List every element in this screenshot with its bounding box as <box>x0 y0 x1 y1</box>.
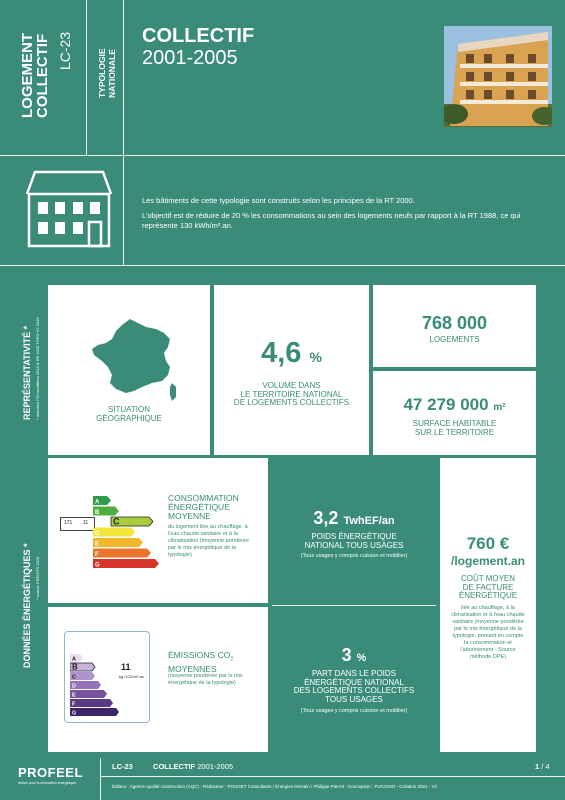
cout-unit: /logement.an <box>450 554 525 568</box>
representativite-label: REPRÉSENTATIVITÉ * <box>22 325 32 420</box>
ges-bar-g <box>70 708 119 717</box>
part-number: 3 <box>341 645 352 665</box>
dpe-energy-scale <box>93 496 173 572</box>
part-label-line4: TOUS USAGES <box>325 694 383 704</box>
volume-value <box>214 337 369 370</box>
volume-unit: % <box>309 349 322 365</box>
volume-label-line1: VOLUME DANS <box>262 381 321 390</box>
ges-value: 11 <box>121 662 131 672</box>
situation-panel <box>48 285 210 455</box>
part-panel <box>272 607 436 752</box>
dpe-value-conso: 171 <box>64 520 73 526</box>
cout-value: 760 € <box>466 534 510 553</box>
ges-title-sub: 2 <box>230 656 234 663</box>
divider <box>123 155 124 265</box>
divider <box>86 0 87 155</box>
surface-label-line1: SURFACE HABITABLE <box>412 419 497 428</box>
part-label-line3: DES LOGEMENTS COLLECTIFS <box>293 686 415 695</box>
dpe-value-ges: 11 <box>83 520 89 526</box>
surface-value <box>373 395 536 415</box>
surface-label-line2: SUR LE TERRITOIRE <box>414 428 495 437</box>
ges-label-box <box>64 631 150 723</box>
part-value <box>272 645 436 666</box>
building-photo <box>444 26 552 127</box>
page-number <box>535 762 550 771</box>
surface-unit: m² <box>493 402 506 413</box>
intro-paragraph: Les bâtiments de cette typologie sont construits selon les principes de la RT 2000. <box>142 196 415 205</box>
logements-panel <box>373 285 536 367</box>
ges-title <box>168 651 233 674</box>
logements-label: LOGEMENTS <box>429 335 480 344</box>
part-label <box>272 670 436 704</box>
ges-letter-a: A <box>72 656 76 663</box>
part-unit: % <box>356 652 367 664</box>
ges-letter-g: G <box>72 710 77 717</box>
conso-description: du logement liée au chauffage, à l'eau chaude sanitaire et à la climatisation (moyenne pondérée par le mix énergétique de la typologie) <box>168 524 250 558</box>
surface-label <box>373 419 536 437</box>
divider <box>100 758 101 800</box>
profeel-logo: PROFEEL <box>18 765 83 780</box>
ges-letter-d: D <box>72 683 76 690</box>
ges-description: (moyenne pondérée par le mix énergétique de la typologie) <box>168 673 243 686</box>
divider <box>0 265 565 266</box>
part-label-line1: PART DANS LE POIDS <box>311 669 397 678</box>
dpe-bar-d <box>93 528 135 538</box>
dpe-bar-e <box>93 538 143 548</box>
credits: Éditeur : Agence qualité construction (AQC) - Rédacteur : POUGET Consultants / Énergies Demain / Philippe Pierrot - Conception : PUCCINO - Création 2021 - V2 <box>112 784 438 789</box>
ges-bar-a <box>70 654 83 663</box>
conso-title-line3: MOYENNE <box>168 511 211 521</box>
surface-panel <box>373 371 536 455</box>
volume-number: 4,6 <box>261 337 302 369</box>
logo-tagline: Action pour la rénovation énergétique <box>18 781 77 785</box>
side-title-line1: LOGEMENT <box>19 33 36 118</box>
ges-title-line2: MOYENNES <box>168 663 217 674</box>
ges-bar-b <box>70 663 95 672</box>
side-code: LC-23 <box>57 31 73 70</box>
dpe-bar-b <box>93 507 119 517</box>
footer-heading <box>112 762 233 771</box>
logements-value: 768 000 <box>421 313 488 333</box>
building-icon <box>25 170 113 253</box>
side-title-line2: COLLECTIF <box>34 33 51 118</box>
cout-description: liée au chauffage, à la climatisation et à l'eau chaude sanitaire (moyenne pondérée par le mix énergétique de la typologie, prenant en compte la consommation et l'abonnement - Source méthode DPE) <box>451 605 525 660</box>
energie-label: DONNÉES ÉNERGÉTIQUES * <box>22 543 32 668</box>
dpe-bar-c <box>111 517 153 527</box>
ges-title-line1: ÉMISSIONS CO <box>168 650 231 660</box>
ges-letter-e: E <box>72 692 76 699</box>
situation-line1: SITUATION <box>107 405 151 414</box>
footer-title: COLLECTIF <box>153 762 196 771</box>
divider <box>123 0 124 155</box>
conso-title-line1: CONSOMMATION <box>168 493 239 503</box>
volume-panel <box>214 285 369 455</box>
cout-label-line2: DE FACTURE <box>462 582 514 592</box>
conso-title-line2: ÉNERGÉTIQUE <box>168 502 230 512</box>
part-note: (Tous usages y compris cuisson et mobilier) <box>300 708 408 714</box>
cout-panel <box>440 458 536 752</box>
poids-panel <box>272 458 436 603</box>
conso-panel <box>48 458 268 603</box>
ges-unit: kg CO2/m².an <box>119 674 144 679</box>
ges-bar-f <box>70 699 113 708</box>
ges-panel <box>48 607 268 752</box>
dpe-letter-f: F <box>95 552 99 558</box>
poids-value <box>272 508 436 529</box>
cout-label-line1: COÛT MOYEN <box>460 574 516 583</box>
part-label-line2: ÉNERGÉTIQUE NATIONAL <box>304 677 404 687</box>
dpe-bar-f <box>93 549 151 559</box>
volume-label-line2: LE TERRITOIRE NATIONAL <box>240 389 343 399</box>
situation-line2: GÉOGRAPHIQUE <box>96 414 162 423</box>
dpe-letter-a: A <box>95 499 100 506</box>
poids-label-line2: NATIONAL TOUS USAGES <box>304 540 404 550</box>
ges-bar-c <box>70 672 95 681</box>
poids-label <box>272 533 436 550</box>
france-map-icon <box>90 317 180 408</box>
poids-label-line1: POIDS ÉNERGÉTIQUE <box>311 532 397 541</box>
poids-unit: TwhEF/an <box>343 515 395 527</box>
dpe-letter-c: C <box>113 516 120 527</box>
typologie-line1: TYPOLOGIE <box>97 48 107 98</box>
divider <box>272 605 436 606</box>
intro-text <box>142 196 542 231</box>
dpe-letter-b: B <box>95 510 100 516</box>
dpe-values-box <box>60 517 95 531</box>
representativite-note: * données FCI modifiées 2015 & RE 2020 TOPO V2 2019 <box>35 317 40 420</box>
page-years: 2001-2005 <box>142 47 238 69</box>
energie-note: * source CREDITS 2016 <box>35 556 40 600</box>
ges-scale <box>70 654 120 720</box>
cout-label-line3: ÉNERGÉTIQUE <box>458 591 518 600</box>
ges-letter-c: C <box>72 674 76 681</box>
situation-label <box>48 405 210 423</box>
page-total: / 4 <box>541 762 550 771</box>
cout-label <box>440 575 536 601</box>
conso-title <box>168 494 239 521</box>
intro-paragraph: L'objectif est de réduire de 20 % les consommations au sein des logements neufs par rapport à la RT 1988, ce qui représente 130 kWh/m².an. <box>142 211 521 230</box>
poids-number: 3,2 <box>313 508 339 528</box>
ges-bar-d <box>70 681 101 690</box>
surface-number: 47 279 000 <box>403 395 489 414</box>
footer-years: 2001-2005 <box>197 762 234 771</box>
ges-bar-e <box>70 690 107 699</box>
poids-note: (Tous usages y compris cuisson et mobilier) <box>300 553 408 559</box>
dpe-letter-g: G <box>95 562 100 569</box>
page-current: 1 <box>535 762 540 771</box>
typologie-label <box>97 48 117 98</box>
divider <box>100 776 565 777</box>
dpe-bar-a <box>93 496 111 506</box>
side-title <box>20 33 50 118</box>
typologie-line2: NATIONALE <box>107 49 117 98</box>
dpe-bar-g <box>93 559 159 569</box>
dpe-letter-e: E <box>95 541 100 548</box>
ges-letter-f: F <box>72 701 76 708</box>
page-title: COLLECTIF <box>142 25 255 47</box>
divider <box>0 155 565 156</box>
volume-label-line3: DE LOGEMENTS COLLECTIFS <box>233 398 350 407</box>
dpe-letter-d: D <box>95 531 100 537</box>
ges-letter-b: B <box>72 662 78 672</box>
volume-label <box>214 382 369 408</box>
footer-code: LC-23 <box>112 762 133 771</box>
